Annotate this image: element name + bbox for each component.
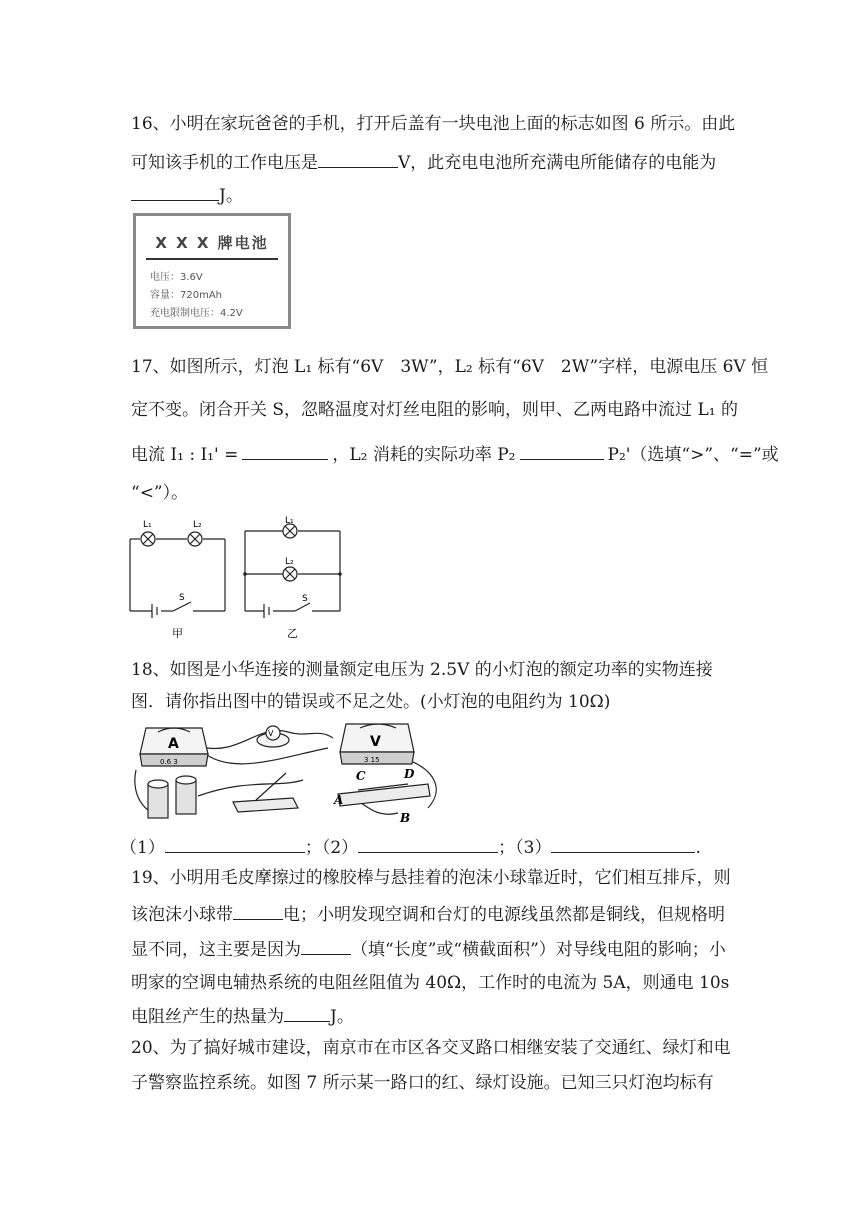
q19-text: 电阻丝产生的热量为 <box>131 1007 284 1027</box>
q19-text: 该泡沫小球带 <box>131 905 233 925</box>
battery-limit-voltage: 充电限制电压：4.2V <box>150 308 243 319</box>
q16-line1: 16、小明在家玩爸爸的手机，打开后盖有一块电池上面的标志如图 6 所示。由此 <box>131 114 736 134</box>
q19-text: 电；小明发现空调和台灯的电源线虽然都是铜线，但规格明 <box>283 905 725 925</box>
q16-text: J。 <box>219 186 243 206</box>
q19-text: 显不同，这主要是因为 <box>131 940 301 960</box>
circuit-caption: 甲 <box>172 627 183 640</box>
q18-answer-line <box>120 836 701 858</box>
answer-blank[interactable] <box>165 836 305 853</box>
answer-label: . <box>695 838 701 858</box>
q17-text: ，L₂ 消耗的实际功率 P₂ <box>332 445 516 465</box>
q16-text: 可知该手机的工作电压是 <box>131 153 318 173</box>
q17-line2: 定不变。闭合开关 S，忽略温度对灯丝电阻的影响，则甲、乙两电路中流过 L₁ 的 <box>131 400 738 420</box>
q19-line1: 19、小明用毛皮摩擦过的橡胶棒与悬挂着的泡沫小球靠近时，它们相互排斥，则 <box>131 868 731 888</box>
terminal-a-label: A <box>334 793 344 807</box>
answer-label: ；（3） <box>498 838 552 858</box>
battery-voltage: 电压：3.6V <box>150 272 203 283</box>
lamp-l2-label: L₂ <box>193 520 202 530</box>
ammeter-label: A <box>168 736 179 752</box>
q19-text: J。 <box>330 1007 354 1027</box>
switch-label: S <box>302 594 308 604</box>
terminal-d-label: D <box>404 767 415 781</box>
battery-divider <box>146 258 278 260</box>
answer-blank[interactable] <box>242 443 328 460</box>
q19-text: （填“长度”或“横截面积”）对导线电阻的影响；小 <box>351 940 726 960</box>
q16-line3 <box>131 184 243 206</box>
answer-label: （1） <box>120 838 165 858</box>
terminal-c-label: C <box>356 769 366 783</box>
q16-line2 <box>131 151 716 173</box>
parallel-circuit-diagram <box>240 512 350 642</box>
answer-blank[interactable] <box>301 938 351 955</box>
q20-line2: 子警察监控系统。如图 7 所示某一路口的红、绿灯设施。已知三只灯泡均标有 <box>131 1073 714 1093</box>
q16-text: V，此充电电池所充满电所能储存的电能为 <box>398 153 717 173</box>
switch-label: S <box>179 593 185 603</box>
series-circuit-diagram <box>125 512 235 642</box>
battery-label-figure <box>133 213 291 329</box>
voltmeter-scale: 3 15 <box>364 756 380 764</box>
lamp-l1-label: L₁ <box>143 520 152 530</box>
answer-blank[interactable] <box>233 903 283 920</box>
q17-text: P₂'（选填“>”、“=”或 <box>607 445 779 465</box>
circuit-caption: 乙 <box>287 627 298 640</box>
answer-blank[interactable] <box>318 151 398 168</box>
answer-blank[interactable] <box>551 836 695 853</box>
battery-title: X X X 牌电池 <box>155 234 269 252</box>
q17-line1: 17、如图所示，灯泡 L₁ 标有“6V 3W”，L₂ 标有“6V 2W”字样，电源电压 6V 恒 <box>131 357 769 377</box>
q17-text: 电流 I₁ : I₁' = <box>131 445 239 465</box>
q19-line3 <box>131 938 726 960</box>
answer-blank[interactable] <box>131 184 219 201</box>
physical-wiring-diagram <box>128 718 448 826</box>
bulb-label: V <box>268 729 274 738</box>
answer-blank[interactable] <box>284 1005 330 1022</box>
lamp-l2-label: L₂ <box>285 557 294 567</box>
q18-line1: 18、如图是小华连接的测量额定电压为 2.5V 的小灯泡的额定功率的实物连接 <box>131 660 713 680</box>
q19-line2 <box>131 903 725 925</box>
lamp-l1-label: L₁ <box>285 516 294 526</box>
ammeter-scale: 0.6 3 <box>160 758 178 766</box>
battery-capacity: 容量：720mAh <box>150 290 223 301</box>
answer-blank[interactable] <box>520 443 604 460</box>
voltmeter-label: V <box>370 734 381 750</box>
q20-line1: 20、为了搞好城市建设，南京市在市区各交叉路口相继安装了交通红、绿灯和电 <box>131 1038 731 1058</box>
answer-blank[interactable] <box>358 836 498 853</box>
q18-line2: 图．请你指出图中的错误或不足之处。(小灯泡的电阻约为 10Ω) <box>131 692 611 712</box>
q17-line3 <box>131 443 779 465</box>
q19-line4: 明家的空调电辅热系统的电阻丝阻值为 40Ω，工作时的电流为 5A，则通电 10s <box>131 973 730 993</box>
q19-line5 <box>131 1005 354 1027</box>
answer-label: ；（2） <box>304 838 359 858</box>
terminal-b-label: B <box>400 811 411 825</box>
q17-line4: “<”）。 <box>131 483 189 503</box>
